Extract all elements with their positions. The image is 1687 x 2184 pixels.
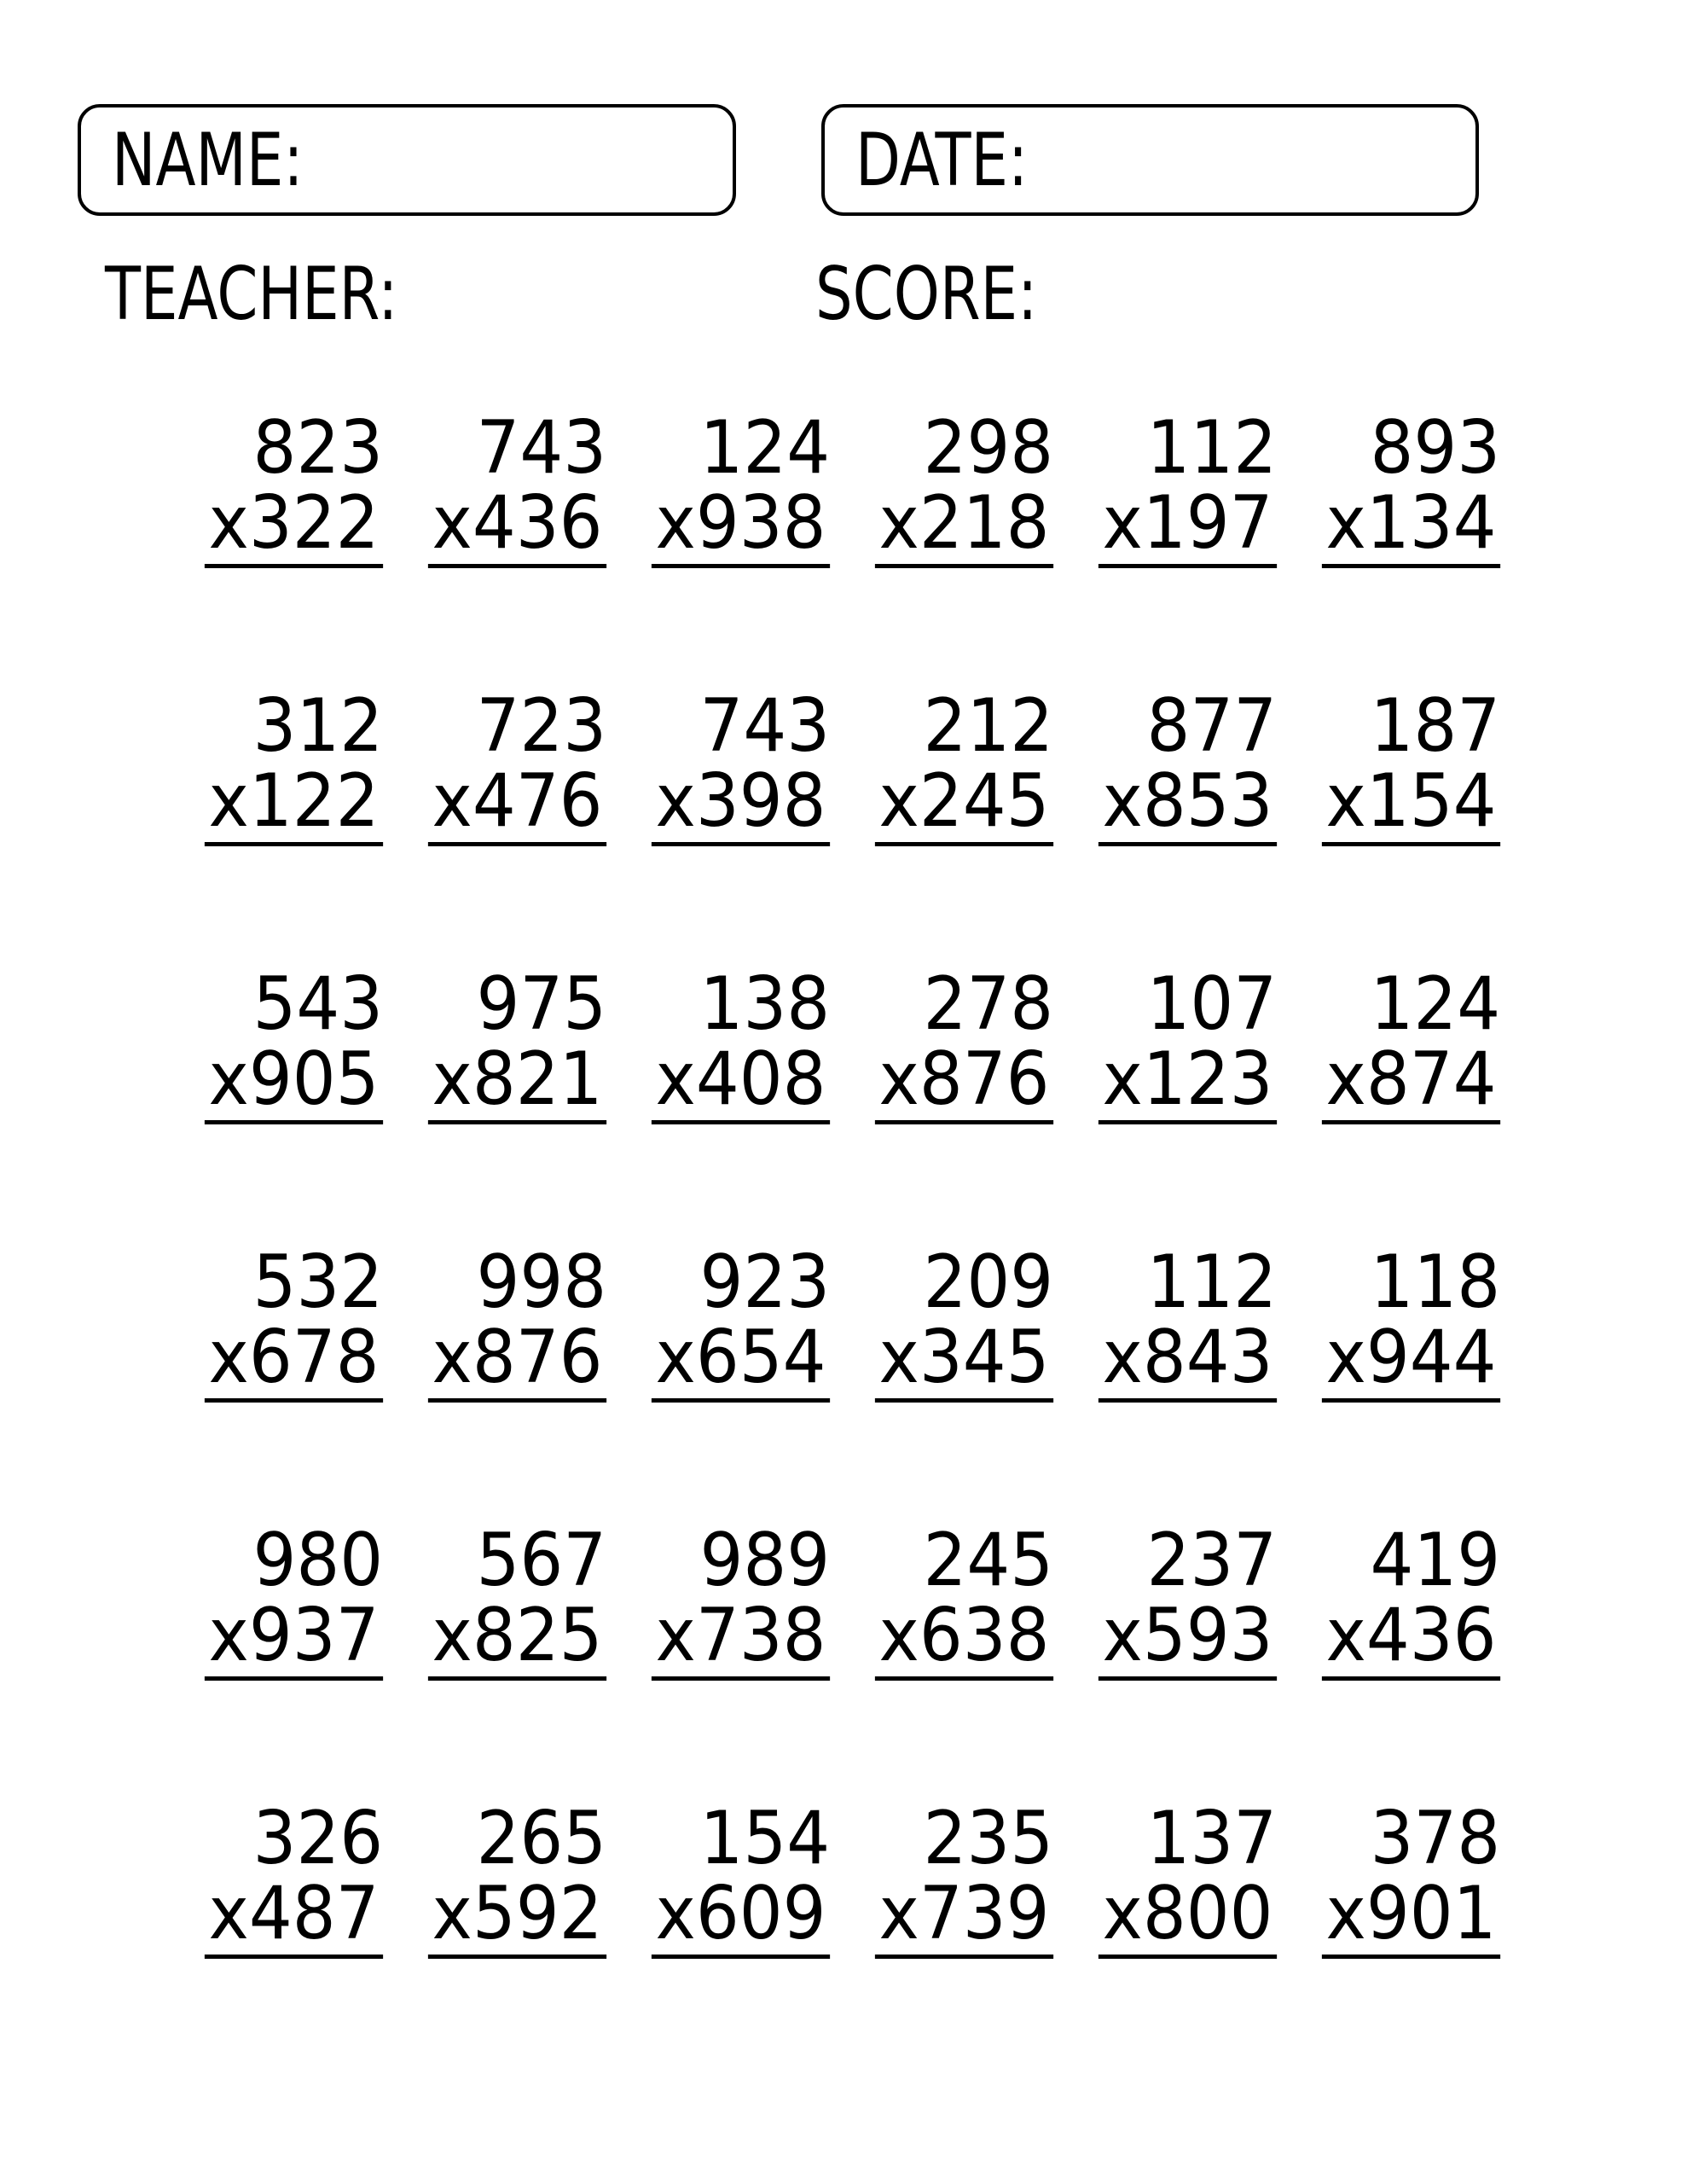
multiplier-with-operator: x476 [428,764,606,846]
name-field-box [78,104,736,216]
multiplier-with-operator: x638 [875,1598,1053,1681]
problem-r3-c6 [1322,961,1501,1124]
multiplicand: 923 [699,1240,831,1325]
multiplicand: 893 [1370,405,1501,491]
problem-r1-c3 [652,405,831,568]
problem-r1-c6 [1322,405,1501,568]
multiplier-with-operator: x123 [1099,1042,1277,1124]
problem-r1-c1 [205,405,384,568]
multiplicand: 743 [699,683,831,769]
problem-r3-c4 [875,961,1054,1124]
problem-r4-c1 [205,1240,384,1403]
multiplicand: 265 [476,1796,607,1881]
multiplier-with-operator: x154 [1322,764,1500,846]
problem-r5-c1 [205,1518,384,1681]
multiplier-with-operator: x876 [875,1042,1053,1124]
multiplicand: 187 [1370,683,1501,769]
date-label: DATE: [855,117,1029,203]
multiplier-with-operator: x821 [428,1042,606,1124]
multiplicand: 312 [252,683,384,769]
multiplicand: 107 [1146,961,1278,1047]
multiplicand: 112 [1146,1240,1278,1325]
problem-r5-c6 [1322,1518,1501,1681]
multiplicand: 209 [923,1240,1054,1325]
multiplicand: 154 [699,1796,831,1881]
problem-r1-c2 [428,405,607,568]
multiplier-with-operator: x134 [1322,485,1500,568]
problem-r3-c1 [205,961,384,1124]
multiplicand: 532 [252,1240,384,1325]
multiplier-with-operator: x245 [875,764,1053,846]
multiplicand: 245 [923,1518,1054,1603]
multiplier-with-operator: x901 [1322,1876,1500,1959]
multiplicand: 137 [1146,1796,1278,1881]
multiplier-with-operator: x739 [875,1876,1053,1959]
problem-r1-c4 [875,405,1054,568]
multiplier-with-operator: x938 [652,485,830,568]
multiplicand: 124 [1370,961,1501,1047]
problem-r2-c4 [875,683,1054,846]
multiplier-with-operator: x592 [428,1876,606,1959]
multiplier-with-operator: x937 [205,1598,383,1681]
multiplicand: 975 [476,961,607,1047]
multiplier-with-operator: x800 [1099,1876,1277,1959]
multiplier-with-operator: x874 [1322,1042,1500,1124]
multiplier-with-operator: x398 [652,764,830,846]
problem-r3-c3 [652,961,831,1124]
multiplier-with-operator: x197 [1099,485,1277,568]
multiplier-with-operator: x593 [1099,1598,1277,1681]
problem-r5-c4 [875,1518,1054,1681]
multiplier-with-operator: x825 [428,1598,606,1681]
problem-r3-c5 [1099,961,1278,1124]
multiplicand: 723 [476,683,607,769]
multiplier-with-operator: x678 [205,1320,383,1403]
problem-r3-c2 [428,961,607,1124]
multiplier-with-operator: x218 [875,485,1053,568]
problem-r2-c5 [1099,683,1278,846]
multiplier-with-operator: x345 [875,1320,1053,1403]
multiplicand: 543 [252,961,384,1047]
multiplicand: 118 [1370,1240,1501,1325]
multiplier-with-operator: x609 [652,1876,830,1959]
multiplicand: 237 [1146,1518,1278,1603]
multiplier-with-operator: x654 [652,1320,830,1403]
problem-r6-c2 [428,1796,607,1959]
multiplicand: 298 [923,405,1054,491]
problem-r4-c5 [1099,1240,1278,1403]
multiplicand: 877 [1146,683,1278,769]
problem-r6-c3 [652,1796,831,1959]
problem-r6-c4 [875,1796,1054,1959]
teacher-label: TEACHER: [105,252,398,337]
multiplier-with-operator: x436 [1322,1598,1500,1681]
multiplier-with-operator: x487 [205,1876,383,1959]
multiplicand: 278 [923,961,1054,1047]
multiplicand: 124 [699,405,831,491]
multiplicand: 823 [252,405,384,491]
multiplicand: 112 [1146,405,1278,491]
multiplicand: 212 [923,683,1054,769]
multiplier-with-operator: x122 [205,764,383,846]
problem-r5-c2 [428,1518,607,1681]
problem-r1-c5 [1099,405,1278,568]
multiplicand: 378 [1370,1796,1501,1881]
multiplicand: 419 [1370,1518,1501,1603]
date-field-box [821,104,1479,216]
name-label: NAME: [112,117,304,203]
multiplier-with-operator: x905 [205,1042,383,1124]
multiplicand: 138 [699,961,831,1047]
problem-r6-c1 [205,1796,384,1959]
problem-r5-c3 [652,1518,831,1681]
problem-r2-c3 [652,683,831,846]
multiplicand: 326 [252,1796,384,1881]
problems-grid [183,405,1523,1959]
problem-r4-c3 [652,1240,831,1403]
multiplier-with-operator: x408 [652,1042,830,1124]
multiplicand: 989 [699,1518,831,1603]
problem-r4-c6 [1322,1240,1501,1403]
multiplier-with-operator: x738 [652,1598,830,1681]
multiplicand: 235 [923,1796,1054,1881]
multiplier-with-operator: x843 [1099,1320,1277,1403]
multiplicand: 998 [476,1240,607,1325]
multiplier-with-operator: x944 [1322,1320,1500,1403]
problem-r6-c5 [1099,1796,1278,1959]
problem-r2-c1 [205,683,384,846]
multiplier-with-operator: x322 [205,485,383,568]
multiplicand: 743 [476,405,607,491]
multiplicand: 980 [252,1518,384,1603]
multiplier-with-operator: x436 [428,485,606,568]
problem-r4-c2 [428,1240,607,1403]
problem-r2-c6 [1322,683,1501,846]
score-label: SCORE: [815,252,1038,337]
multiplier-with-operator: x876 [428,1320,606,1403]
problem-r4-c4 [875,1240,1054,1403]
problem-r6-c6 [1322,1796,1501,1959]
problem-r5-c5 [1099,1518,1278,1681]
multiplier-with-operator: x853 [1099,764,1277,846]
multiplicand: 567 [476,1518,607,1603]
problem-r2-c2 [428,683,607,846]
